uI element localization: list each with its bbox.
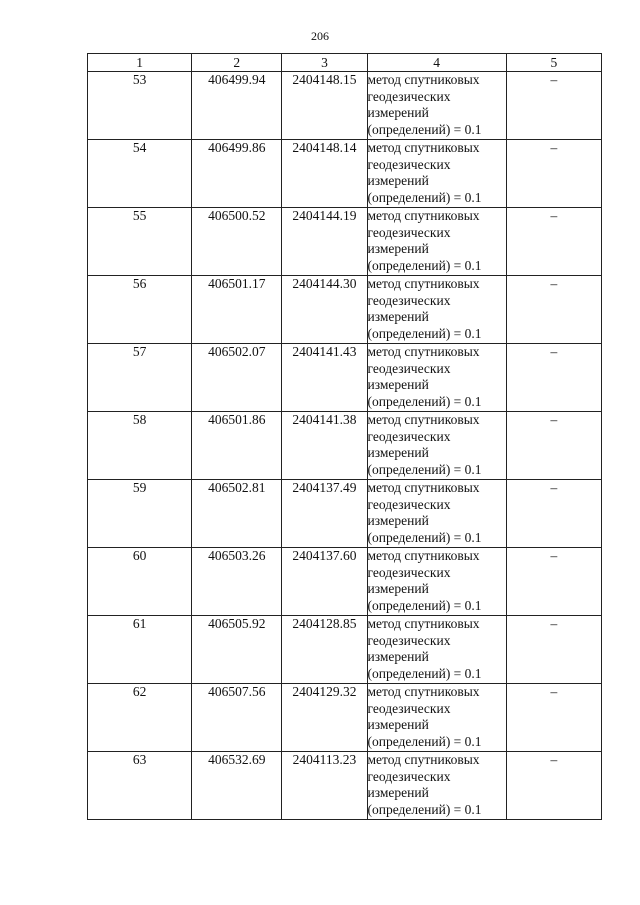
- method-cell: метод спутниковых геодезических измерений (определений) = 0.1: [367, 684, 506, 752]
- table-row: [88, 616, 602, 684]
- table-row: [88, 72, 602, 140]
- coordinate-y-cell: 2404148.14: [282, 140, 367, 208]
- coordinate-y-cell: 2404113.23: [282, 752, 367, 820]
- note-cell: –: [506, 684, 601, 752]
- coordinate-y-cell: 2404148.15: [282, 72, 367, 140]
- table-row: [88, 752, 602, 820]
- coordinate-y-cell: 2404141.43: [282, 344, 367, 412]
- point-number-cell: 53: [88, 72, 192, 140]
- coordinate-y-cell: 2404137.49: [282, 480, 367, 548]
- method-cell: метод спутниковых геодезических измерений (определений) = 0.1: [367, 480, 506, 548]
- coordinate-y-cell: 2404144.19: [282, 208, 367, 276]
- table-row: [88, 208, 602, 276]
- coordinate-x-cell: 406500.52: [192, 208, 282, 276]
- page-number: 206: [311, 29, 329, 43]
- table-row: [88, 412, 602, 480]
- method-cell: метод спутниковых геодезических измерений (определений) = 0.1: [367, 72, 506, 140]
- method-cell: метод спутниковых геодезических измерений (определений) = 0.1: [367, 344, 506, 412]
- note-cell: –: [506, 276, 601, 344]
- coordinate-y-cell: 2404128.85: [282, 616, 367, 684]
- coordinate-y-cell: 2404144.30: [282, 276, 367, 344]
- point-number-cell: 61: [88, 616, 192, 684]
- table-row: [88, 684, 602, 752]
- note-cell: –: [506, 140, 601, 208]
- table-header: [88, 54, 602, 72]
- table-row: [88, 140, 602, 208]
- coordinate-x-cell: 406502.07: [192, 344, 282, 412]
- note-cell: –: [506, 616, 601, 684]
- table-row: [88, 548, 602, 616]
- coordinate-y-cell: 2404129.32: [282, 684, 367, 752]
- table-body: [88, 72, 602, 820]
- coordinate-x-cell: 406505.92: [192, 616, 282, 684]
- method-cell: метод спутниковых геодезических измерений (определений) = 0.1: [367, 208, 506, 276]
- table-row: [88, 276, 602, 344]
- coordinate-x-cell: 406499.86: [192, 140, 282, 208]
- coordinate-x-cell: 406502.81: [192, 480, 282, 548]
- method-cell: метод спутниковых геодезических измерений (определений) = 0.1: [367, 616, 506, 684]
- table-row: [88, 344, 602, 412]
- coordinate-x-cell: 406501.17: [192, 276, 282, 344]
- column-header-3: 3: [282, 54, 367, 72]
- method-cell: метод спутниковых геодезических измерений (определений) = 0.1: [367, 276, 506, 344]
- column-header-5: 5: [506, 54, 601, 72]
- column-header-2: 2: [192, 54, 282, 72]
- point-number-cell: 63: [88, 752, 192, 820]
- note-cell: –: [506, 412, 601, 480]
- note-cell: –: [506, 752, 601, 820]
- coordinate-x-cell: 406501.86: [192, 412, 282, 480]
- point-number-cell: 56: [88, 276, 192, 344]
- note-cell: –: [506, 344, 601, 412]
- coordinate-x-cell: 406532.69: [192, 752, 282, 820]
- column-header-4: 4: [367, 54, 506, 72]
- method-cell: метод спутниковых геодезических измерений (определений) = 0.1: [367, 752, 506, 820]
- note-cell: –: [506, 208, 601, 276]
- coordinate-x-cell: 406507.56: [192, 684, 282, 752]
- column-header-1: 1: [88, 54, 192, 72]
- note-cell: –: [506, 548, 601, 616]
- method-cell: метод спутниковых геодезических измерений (определений) = 0.1: [367, 548, 506, 616]
- point-number-cell: 62: [88, 684, 192, 752]
- point-number-cell: 55: [88, 208, 192, 276]
- coordinate-y-cell: 2404141.38: [282, 412, 367, 480]
- method-cell: метод спутниковых геодезических измерений (определений) = 0.1: [367, 140, 506, 208]
- point-number-cell: 59: [88, 480, 192, 548]
- note-cell: –: [506, 72, 601, 140]
- point-number-cell: 58: [88, 412, 192, 480]
- point-number-cell: 60: [88, 548, 192, 616]
- point-number-cell: 54: [88, 140, 192, 208]
- method-cell: метод спутниковых геодезических измерений (определений) = 0.1: [367, 412, 506, 480]
- coordinate-x-cell: 406503.26: [192, 548, 282, 616]
- note-cell: –: [506, 480, 601, 548]
- coordinate-x-cell: 406499.94: [192, 72, 282, 140]
- coordinates-table: [87, 53, 602, 820]
- point-number-cell: 57: [88, 344, 192, 412]
- coordinate-y-cell: 2404137.60: [282, 548, 367, 616]
- header-row: [88, 54, 602, 72]
- table-row: [88, 480, 602, 548]
